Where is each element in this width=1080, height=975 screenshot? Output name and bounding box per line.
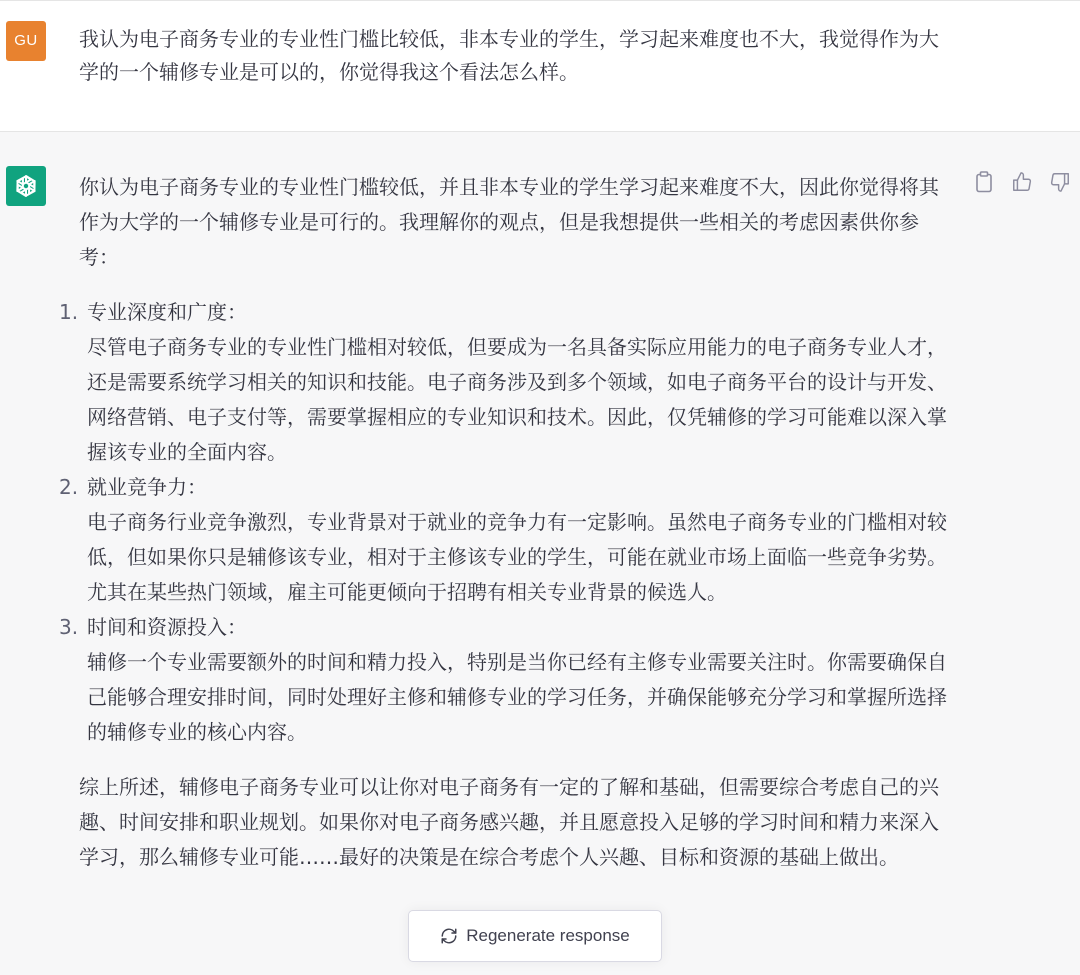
openai-logo-icon: [12, 172, 40, 200]
point-body: 电子商务行业竞争激烈，专业背景对于就业的竞争力有一定影响。虽然电子商务专业的门槛相对较低，但如果你只是辅修该专业，相对于主修该专业的学生，可能在就业市场上面临一些竞争劣势。尤其在某些热门领域，雇主可能更倾向于招聘有相关专业背景的候选人。: [87, 510, 947, 604]
list-item: [59, 470, 954, 610]
copy-button[interactable]: [972, 170, 996, 194]
point-body: 尽管电子商务专业的专业性门槛相对较低，但要成为一名具备实际应用能力的电子商务专业人才，还是需要系统学习相关的知识和技能。电子商务涉及到多个领域，如电子商务平台的设计与开发、网络营销、电子支付等，需要掌握相应的专业知识和技术。因此，仅凭辅修的学习可能难以深入掌握该专业的全面内容。: [87, 335, 947, 464]
assistant-message-text: [59, 170, 954, 875]
thumbs-down-icon: [1049, 171, 1071, 193]
point-title: 时间和资源投入：: [87, 615, 247, 639]
point-body: 辅修一个专业需要额外的时间和精力投入，特别是当你已经有主修专业需要关注时。你需要确保自己能够合理安排时间，同时处理好主修和辅修专业的学习任务，并确保能够充分学习和掌握所选择的辅修专业的核心内容。: [87, 650, 947, 744]
considerations-list: [59, 295, 954, 750]
user-avatar: GU: [6, 21, 46, 61]
list-number: 3.: [59, 615, 79, 639]
thumbs-down-button[interactable]: [1048, 170, 1072, 194]
assistant-message: [0, 132, 1080, 975]
regenerate-response-button[interactable]: [408, 910, 662, 962]
assistant-avatar: [6, 166, 46, 206]
user-message-text: 我认为电子商务专业的专业性门槛比较低，非本专业的学生，学习起来难度也不大，我觉得作为大学的一个辅修专业是可以的，你觉得我这个看法怎么样。: [79, 27, 939, 84]
user-message: [0, 0, 1080, 132]
point-title: 专业深度和广度：: [87, 300, 247, 324]
conclusion-paragraph: 综上所述，辅修电子商务专业可以让你对电子商务有一定的了解和基础，但需要综合考虑自己的兴趣、时间安排和职业规划。如果你对电子商务感兴趣，并且愿意投入足够的学习时间和精力来深入学习，那么辅修专业可能……最好的决策是在综合考虑个人兴趣、目标和资源的基础上做出。: [79, 775, 939, 869]
regenerate-label: Regenerate response: [466, 926, 630, 945]
list-number: 1.: [59, 300, 79, 324]
point-title: 就业竞争力：: [87, 475, 207, 499]
message-actions: [972, 170, 1072, 194]
refresh-icon: [440, 927, 458, 945]
thumbs-up-button[interactable]: [1010, 170, 1034, 194]
list-item: [59, 295, 954, 470]
thumbs-up-icon: [1011, 171, 1033, 193]
list-item: [59, 610, 954, 750]
list-number: 2.: [59, 475, 79, 499]
intro-paragraph: 你认为电子商务专业的专业性门槛较低，并且非本专业的学生学习起来难度不大，因此你觉得将其作为大学的一个辅修专业是可行的。我理解你的观点，但是我想提供一些相关的考虑因素供你参考：: [79, 175, 939, 269]
copy-icon: [974, 171, 994, 193]
